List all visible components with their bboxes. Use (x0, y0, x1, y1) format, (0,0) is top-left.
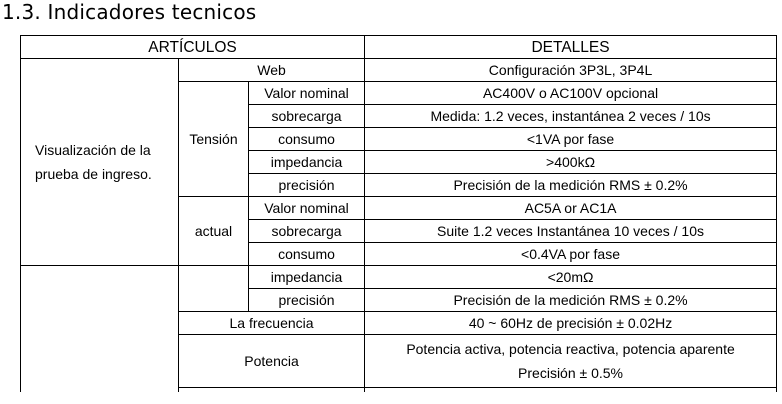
header-items: ARTÍCULOS (21, 36, 365, 59)
power-value-line1: Potencia activa, potencia reactiva, potencia aparente (406, 341, 735, 357)
power-value (365, 335, 777, 388)
frequency-value: 40 ~ 60Hz de precisión ± 0.02Hz (365, 312, 777, 335)
param-value: <1VA por fase (365, 128, 777, 151)
power-value-line2: Precisión ± 0.5% (518, 365, 623, 381)
param-value: Precisión de la medición RMS ± 0.2% (365, 174, 777, 197)
param-label: consumo (249, 128, 365, 151)
param-label: Valor nominal (249, 82, 365, 105)
actual-label: actual (179, 197, 249, 266)
param-label: precisión (249, 289, 365, 312)
section-title: 1.3. Indicadores tecnicos (2, 0, 257, 24)
tension-label: Tensión (179, 82, 249, 197)
cut-cell (365, 388, 777, 393)
param-label: impedancia (249, 266, 365, 289)
param-value: <0.4VA por fase (365, 243, 777, 266)
param-value: <20mΩ (365, 266, 777, 289)
web-label: Web (179, 59, 365, 82)
technical-specs-table (20, 35, 777, 392)
header-details: DETALLES (365, 36, 777, 59)
param-value: Suite 1.2 veces Instantánea 10 veces / 10s (365, 220, 777, 243)
power-label: Potencia (179, 335, 365, 388)
actual-continued-cell (179, 266, 249, 312)
param-label: sobrecarga (249, 220, 365, 243)
param-label: sobrecarga (249, 105, 365, 128)
param-value: Precisión de la medición RMS ± 0.2% (365, 289, 777, 312)
table-row (21, 266, 777, 289)
input-test-display-label: Visualización de la prueba de ingreso. (21, 59, 179, 266)
table-row (21, 59, 777, 82)
web-value: Configuración 3P3L, 3P4L (365, 59, 777, 82)
param-value: >400kΩ (365, 151, 777, 174)
cut-cell (179, 388, 365, 393)
empty-item-cell (21, 266, 179, 393)
param-label: consumo (249, 243, 365, 266)
param-value: AC5A or AC1A (365, 197, 777, 220)
table-header-row (21, 36, 777, 59)
param-value: AC400V o AC100V opcional (365, 82, 777, 105)
param-label: Valor nominal (249, 197, 365, 220)
param-value: Medida: 1.2 veces, instantánea 2 veces / 10s (365, 105, 777, 128)
param-label: precisión (249, 174, 365, 197)
param-label: impedancia (249, 151, 365, 174)
frequency-label: La frecuencia (179, 312, 365, 335)
